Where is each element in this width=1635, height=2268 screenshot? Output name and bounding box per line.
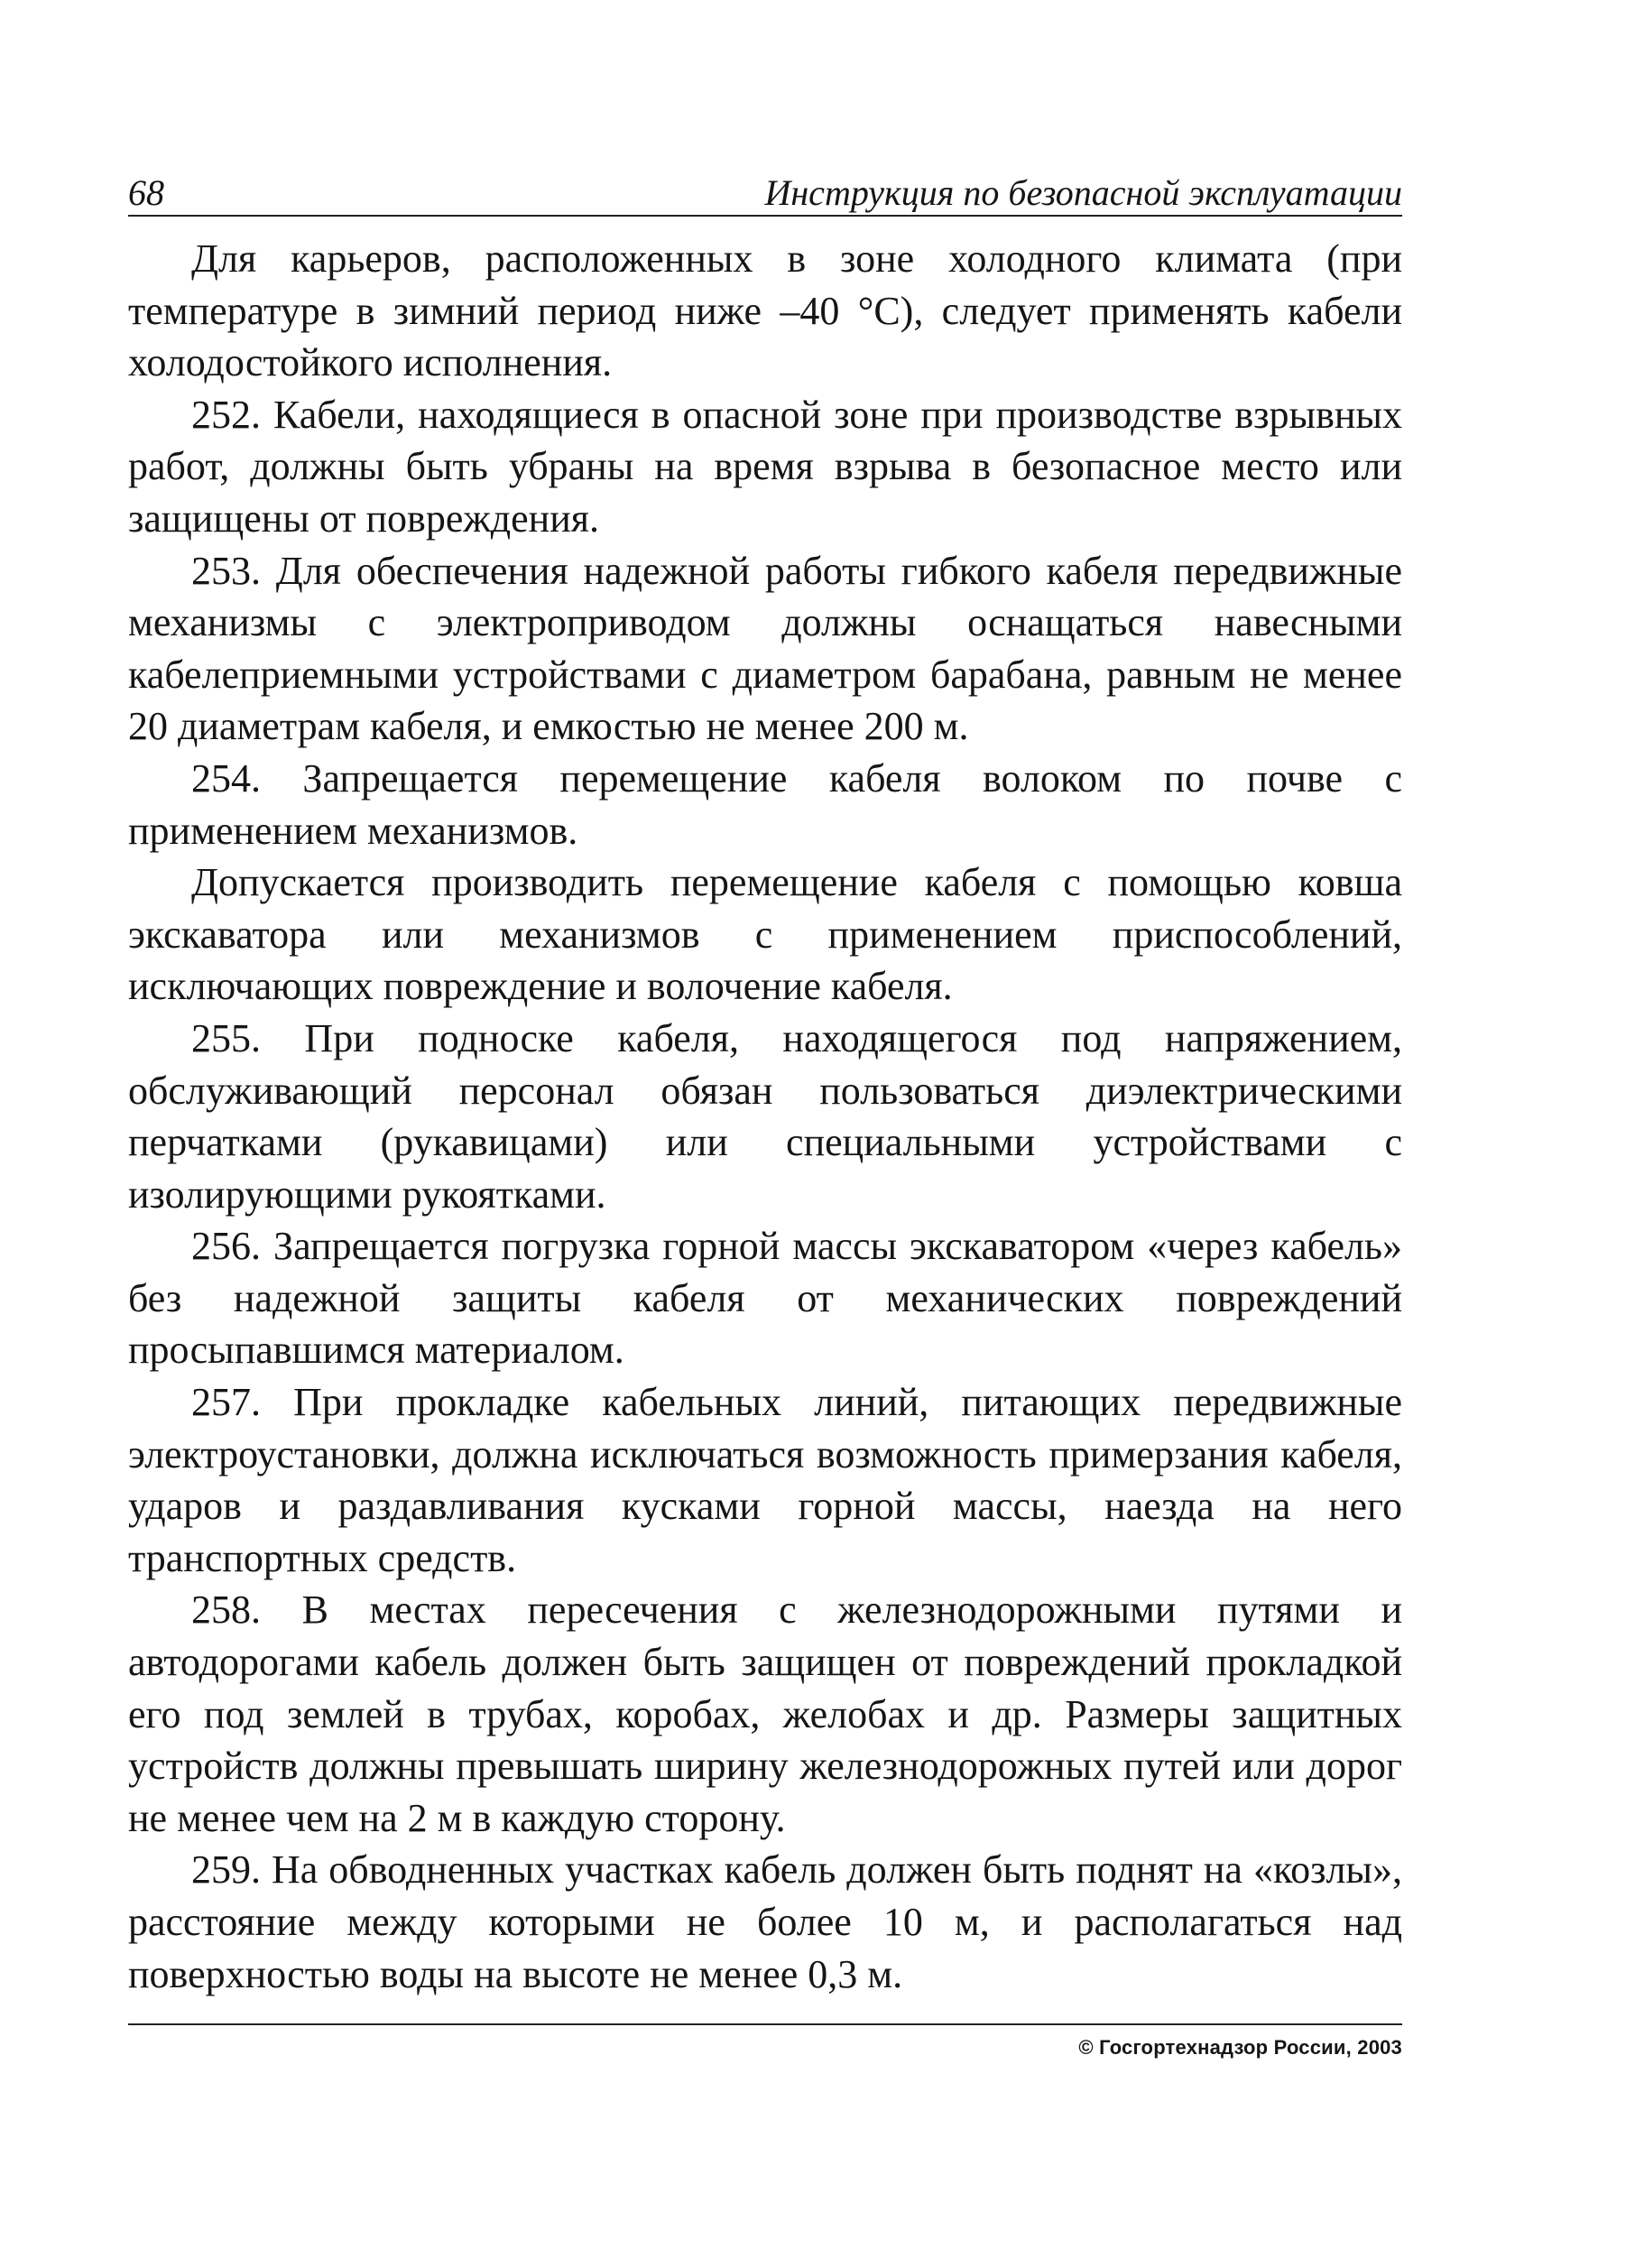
- paragraph: 252. Кабели, находящиеся в опасной зоне при производстве взрывных работ, должны быть убраны на время взрыва в безопасное место или защищены от повреждения.: [128, 392, 1402, 541]
- copyright-notice: © Госгортехнадзор России, 2003: [1078, 2036, 1402, 2060]
- paragraph: Допускается производить перемещение кабеля с помощью ковша экскаватора или механизмов с применением приспособлений, исключающих повреждение и волочение кабеля.: [128, 860, 1402, 1009]
- footer-rule: [128, 2023, 1402, 2025]
- paragraph: 257. При прокладке кабельных линий, питающих передвижные электроустановки, должна исключаться возможность примерзания кабеля, ударов и раздавливания кусками горной массы, наезда на него транспортных средств.: [128, 1380, 1402, 1580]
- paragraph: 255. При подноске кабеля, находящегося под напряжением, обслуживающий персонал обязан пользоваться диэлектрическими перчатками (рукавицами) или специальными устройствами с изолирующими рукоятками.: [128, 1015, 1402, 1217]
- paragraph: 258. В местах пересечения с железнодорожными путями и автодорогами кабель должен быть защищен от повреждений прокладкой его под землей в трубах, коробах, желобах и др. Размеры защитных устройств должны превышать ширину железнодорожных путей или дорог не менее чем на 2 м в каждую сторону.: [128, 1588, 1402, 1840]
- document-page: [128, 162, 1402, 2060]
- paragraph: 253. Для обеспечения надежной работы гибкого кабеля передвижные механизмы с электроприводом должны оснащаться навесными кабелеприемными устройствами с диаметром барабана, равным не менее 20 диаметрам кабеля, и емкостью не менее 200 м.: [128, 548, 1402, 749]
- paragraph: 256. Запрещается погрузка горной массы экскаватором «через кабель» без надежной защиты кабеля от механических повреждений просыпавшимся материалом.: [128, 1224, 1402, 1373]
- running-title: Инструкция по безопасной эксплуатации: [764, 172, 1402, 213]
- running-head: [128, 162, 1402, 217]
- body-text: [128, 233, 1402, 2000]
- paragraph: 259. На обводненных участках кабель должен быть поднят на «козлы», расстояние между которыми не более 10 м, и располагаться над поверхностью воды на высоте не менее 0,3 м.: [128, 1847, 1402, 1996]
- page-number: 68: [128, 172, 164, 213]
- paragraph: Для карьеров, расположенных в зоне холодного климата (при температуре в зимний период ниже –40 °С), следует применять кабели холодостойкого исполнения.: [128, 236, 1402, 385]
- paragraph: 254. Запрещается перемещение кабеля волоком по почве с применением механизмов.: [128, 755, 1402, 853]
